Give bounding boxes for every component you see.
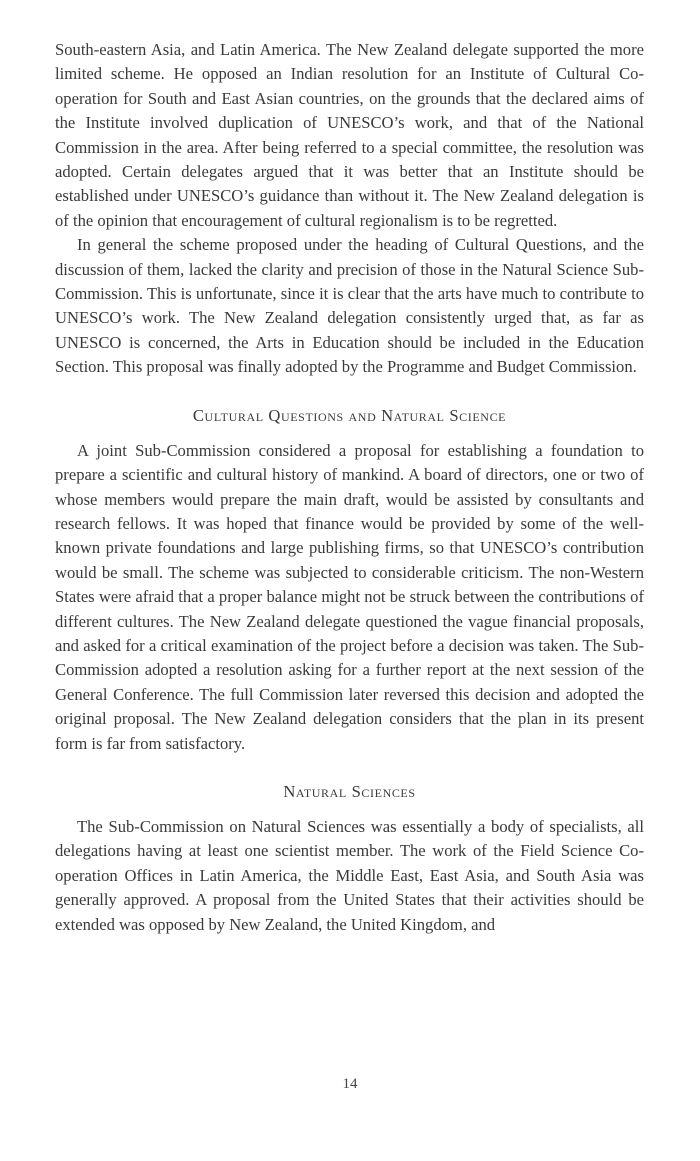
document-page	[55, 38, 644, 937]
paragraph-history-of-mankind: A joint Sub-Commission considered a proposal for establishing a foundation to prepare a scientific and cultural history of mankind. A board of directors, one or two of whose members would prepare the main draft, would be assisted by consultants and research fellows. It was hoped that finance would be provided by some of the well-known private foundations and large publishing firms, so that UNESCO’s contribution would be small. The scheme was subjected to considerable criticism. The non-Western States were afraid that a proper balance might not be struck between the contributions of different cultures. The New Zealand delegate questioned the vague financial proposals, and asked for a critical examination of the project before a decision was taken. The Sub-Commission adopted a resolution asking for a further report at the next session of the General Conference. The full Commission later reversed this decision and adopted the original proposal. The New Zealand delegation considers that the plan in its present form is far from satisfactory.	[55, 440, 644, 753]
section-heading-cultural-natural: Cultural Questions and Natural Science	[192, 405, 507, 425]
paragraph-natural-sciences: The Sub-Commission on Natural Sciences was essentially a body of specialists, all delegations having at least one scientist member. The work of the Field Science Co-operation Offices in Latin America, the Middle East, East Asia, and South Asia was generally approved. A proposal from the United States that their activities should be extended was opposed by New Zealand, the United Kingdom, and	[55, 816, 644, 934]
paragraph-cultural-questions: In general the scheme proposed under the heading of Cultural Questions, and the discussion of them, lacked the clarity and precision of those in the Natural Science Sub-Commission. This is unfortunate, since it is clear that the arts have much to contribute to UNESCO’s work. The New Zealand delegation consistently urged that, as far as UNESCO is concerned, the Arts in Education should be included in the Education Section. This proposal was finally adopted by the Programme and Budget Commission.	[55, 235, 644, 377]
paragraph-continuation: South-eastern Asia, and Latin America. The New Zealand delegate supported the more limited scheme. He opposed an Indian resolution for an Institute of Cultural Co-operation for South and East Asian countries, on the grounds that the declared aims of the Institute involved duplication of UNESCO’s work, and that of the National Commission in the area. After being referred to a special committee, the resolution was adopted. Certain delegates argued that it was better that an Institute should be established under UNESCO’s guidance than without it. The New Zealand delegation is of the opinion that encouragement of cultural regionalism is to be regretted.	[55, 40, 644, 230]
page-number: 14	[342, 1076, 358, 1092]
section-heading-natural-sciences: Natural Sciences	[283, 781, 416, 801]
